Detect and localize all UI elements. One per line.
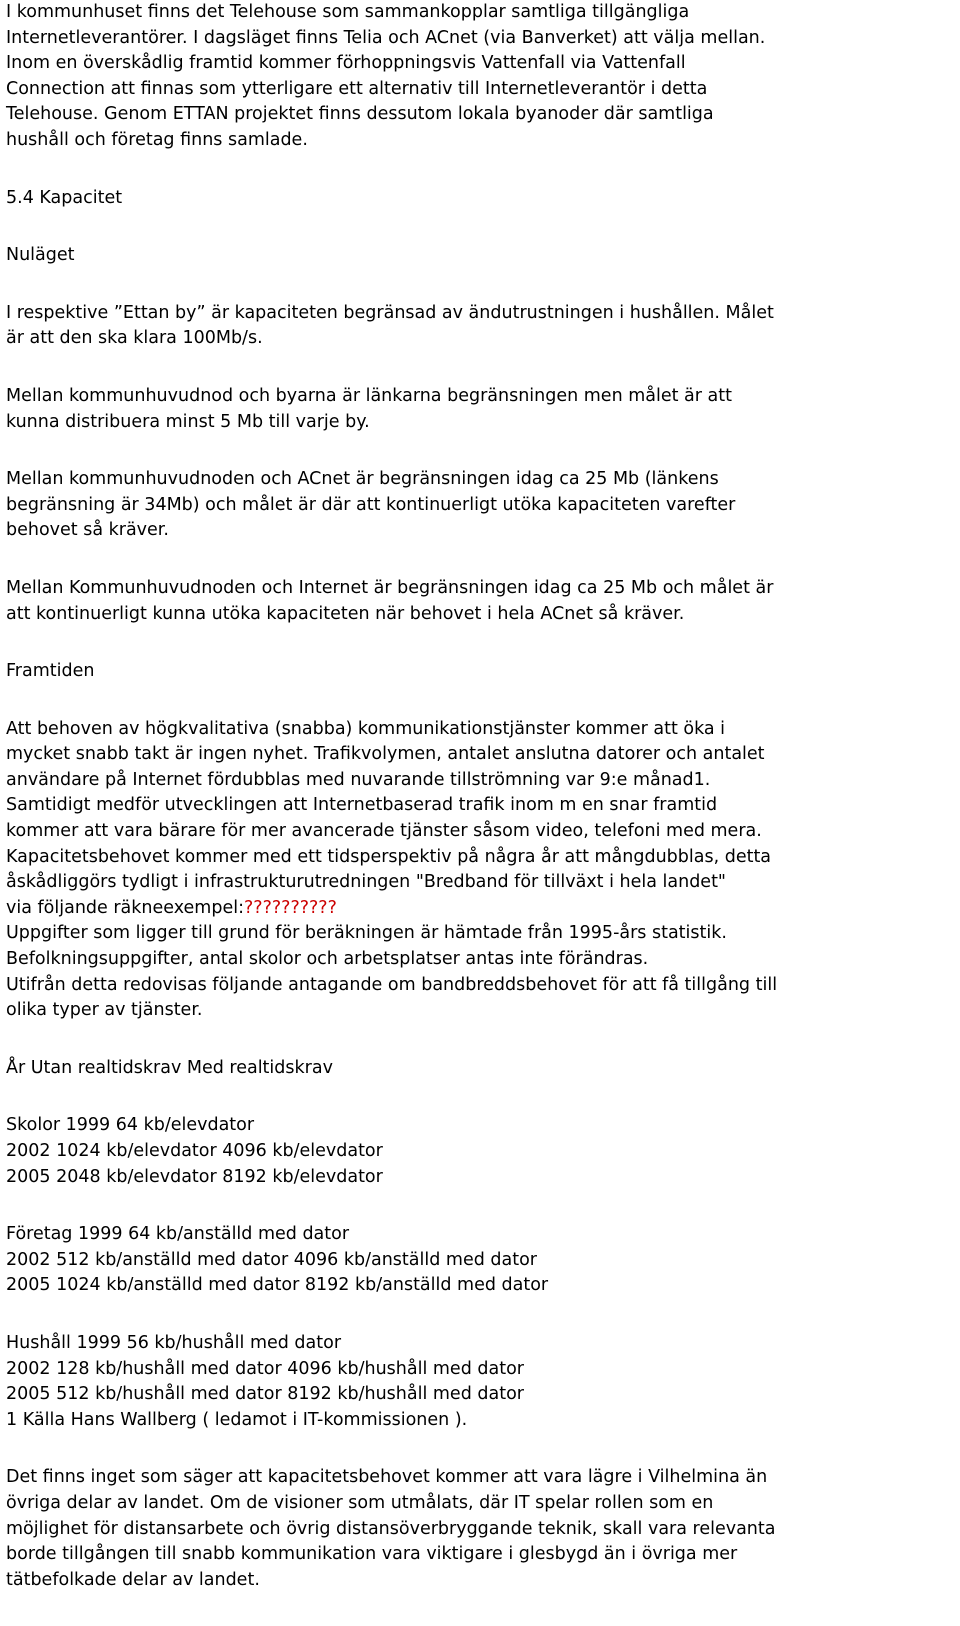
text-line: År Utan realtidskrav Med realtidskrav <box>6 1057 333 1078</box>
text-line: borde tillgången till snabb kommunikation vara viktigare i glesbygd än i övriga mer <box>6 1544 738 1565</box>
paragraph-gap <box>6 1190 946 1222</box>
text-line <box>6 896 946 922</box>
text-line: Kapacitetsbehovet kommer med ett tidsperspektiv på några år att mångdubblas, detta <box>6 846 772 867</box>
paragraph <box>6 467 946 544</box>
text-line: 5.4 Kapacitet <box>6 187 123 208</box>
text-line: Skolor 1999 64 kb/elevdator <box>6 1115 255 1136</box>
text-line: Nuläget <box>6 245 75 266</box>
paragraph <box>6 717 946 1024</box>
text-line: Det finns inget som säger att kapacitetsbehovet kommer att vara lägre i Vilhelmina än <box>6 1467 768 1488</box>
text-line: kunna distribuera minst 5 Mb till varje by. <box>6 411 370 432</box>
paragraph <box>6 1222 946 1299</box>
text-line: Uppgifter som ligger till grund för beräkningen är hämtade från 1995-års statistik. <box>6 923 727 944</box>
red-question-marks: ?????????? <box>244 897 337 918</box>
paragraph <box>6 1331 946 1433</box>
paragraph <box>6 1113 946 1190</box>
paragraph <box>6 384 946 435</box>
text-line: 2005 512 kb/hushåll med dator 8192 kb/hushåll med dator <box>6 1384 524 1405</box>
text-line: Att behoven av högkvalitativa (snabba) kommunikationstjänster kommer att öka i <box>6 718 726 739</box>
paragraph-gap <box>6 685 946 717</box>
paragraph-gap <box>6 211 946 243</box>
paragraph-gap <box>6 435 946 467</box>
paragraph-gap <box>6 1433 946 1465</box>
text-line: 2005 2048 kb/elevdator 8192 kb/elevdator <box>6 1166 383 1187</box>
text-line: Connection att finnas som ytterligare ett alternativ till Internetleverantör i detta <box>6 78 708 99</box>
text-line: 2002 128 kb/hushåll med dator 4096 kb/hushåll med dator <box>6 1358 524 1379</box>
text-line: är att den ska klara 100Mb/s. <box>6 328 263 349</box>
paragraph-gap <box>6 1081 946 1113</box>
text-line: 2002 1024 kb/elevdator 4096 kb/elevdator <box>6 1141 383 1161</box>
text-line: begränsning är 34Mb) och målet är där att kontinuerligt utöka kapaciteten varefter <box>6 494 736 515</box>
text-line: Hushåll 1999 56 kb/hushåll med dator <box>6 1332 342 1353</box>
text-line: Mellan kommunhuvudnoden och ACnet är begränsningen idag ca 25 Mb (länkens <box>6 469 719 490</box>
text-line: hushåll och företag finns samlade. <box>6 129 308 150</box>
text-line: användare på Internet fördubblas med nuvarande tillströmning var 9:e månad1. <box>6 769 711 790</box>
paragraph-gap <box>6 1299 946 1331</box>
text-line: kommer att vara bärare för mer avancerade tjänster såsom video, telefoni med mera. <box>6 821 762 842</box>
text-line: Företag 1999 64 kb/anställd med dator <box>6 1224 350 1245</box>
text-line: Inom en överskådlig framtid kommer förhoppningsvis Vattenfall via Vattenfall <box>6 53 686 74</box>
text-line: I respektive ”Ettan by” är kapaciteten begränsad av ändutrustningen i hushållen. Målet <box>6 302 774 323</box>
paragraph <box>6 0 946 154</box>
text-line: 2005 1024 kb/anställd med dator 8192 kb/anställd med dator <box>6 1275 549 1296</box>
paragraph <box>6 301 946 352</box>
text-line: 1 Källa Hans Wallberg ( ledamot i IT-kommissionen ). <box>6 1409 468 1430</box>
text-line: 2002 512 kb/anställd med dator 4096 kb/anställd med dator <box>6 1249 537 1270</box>
text-line: Befolkningsuppgifter, antal skolor och arbetsplatser antas inte förändras. <box>6 949 649 970</box>
paragraph <box>6 186 946 212</box>
text-line: tätbefolkade delar av landet. <box>6 1569 260 1590</box>
paragraph <box>6 243 946 269</box>
text-line: olika typer av tjänster. <box>6 1000 203 1021</box>
paragraph <box>6 1465 946 1593</box>
paragraph-gap <box>6 1024 946 1056</box>
text-line: Samtidigt medför utvecklingen att Internetbaserad trafik inom m en snar framtid <box>6 795 718 816</box>
text-line: Telehouse. Genom ETTAN projektet finns dessutom lokala byanoder där samtliga <box>6 104 714 125</box>
text-line: att kontinuerligt kunna utöka kapaciteten när behovet i hela ACnet så kräver. <box>6 603 685 624</box>
text-line: möjlighet för distansarbete och övrig distansöverbryggande teknik, skall vara relevanta <box>6 1518 776 1539</box>
paragraph <box>6 1056 946 1082</box>
paragraph-gap <box>6 627 946 659</box>
paragraph-gap <box>6 269 946 301</box>
text-segment: via följande räkneexempel: <box>6 897 244 918</box>
paragraph-gap <box>6 154 946 186</box>
paragraph <box>6 576 946 627</box>
text-line: I kommunhuset finns det Telehouse som sammankopplar samtliga tillgängliga <box>6 2 690 22</box>
text-line: behovet så kräver. <box>6 520 169 541</box>
paragraph <box>6 659 946 685</box>
text-line: Mellan kommunhuvudnod och byarna är länkarna begränsningen men målet är att <box>6 385 732 406</box>
text-line: Internetleverantörer. I dagsläget finns Telia och ACnet (via Banverket) att välja mellan. <box>6 27 766 48</box>
text-line: övriga delar av landet. Om de visioner som utmålats, där IT spelar rollen som en <box>6 1492 714 1513</box>
text-line: åskådliggörs tydligt i infrastrukturutredningen "Bredband för tillväxt i hela landet" <box>6 872 726 893</box>
text-line: Utifrån detta redovisas följande antagande om bandbreddsbehovet för att få tillgång till <box>6 974 778 995</box>
text-line: mycket snabb takt är ingen nyhet. Trafikvolymen, antalet anslutna datorer och antalet <box>6 744 765 765</box>
paragraph-gap <box>6 352 946 384</box>
text-line: Framtiden <box>6 661 95 682</box>
paragraph-gap <box>6 544 946 576</box>
text-line: Mellan Kommunhuvudnoden och Internet är begränsningen idag ca 25 Mb och målet är <box>6 577 774 598</box>
